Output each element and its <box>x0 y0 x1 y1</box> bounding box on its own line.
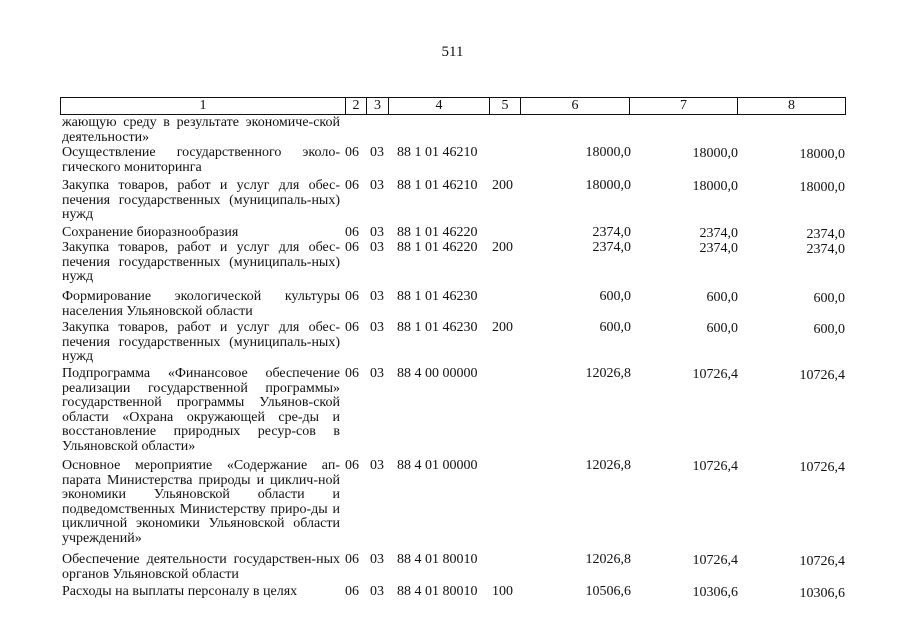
row-value-7: 10726,4 <box>692 367 738 382</box>
row-name: Закупка товаров, работ и услуг для обес-печения государственных (муниципаль-ных) нужд <box>62 178 340 222</box>
row-value-6: 12026,8 <box>585 458 631 473</box>
row-subsection: 03 <box>370 178 384 193</box>
header-col-8: 8 <box>788 98 795 113</box>
row-section: 06 <box>345 366 359 381</box>
row-name: Закупка товаров, работ и услуг для обес-печения государственных (муниципаль-ных) нужд <box>62 240 340 284</box>
row-subsection: 03 <box>370 458 384 473</box>
row-value-6: 600,0 <box>599 320 631 335</box>
row-value-6: 12026,8 <box>585 552 631 567</box>
page-number: 511 <box>441 44 464 60</box>
row-code: 88 4 00 00000 <box>397 366 478 381</box>
row-value-8: 10726,4 <box>799 460 845 475</box>
row-name: Расходы на выплаты персоналу в целях <box>62 584 298 599</box>
row-value-6: 18000,0 <box>585 178 631 193</box>
row-value-6: 2374,0 <box>592 240 631 255</box>
row-value-8: 10306,6 <box>799 586 845 601</box>
row-value-6: 12026,8 <box>585 366 631 381</box>
row-value-7: 18000,0 <box>692 179 738 194</box>
row-value-7: 2374,0 <box>699 226 738 241</box>
row-name: Подпрограмма «Финансовое обеспечение реализации государственной программы» государственной программы Ульянов-ской области «Охрана окружающей сре-ды и восстановление природных ресур-сов в Ульяновской области» <box>62 366 340 454</box>
row-value-8: 2374,0 <box>806 227 845 242</box>
row-expense-type: 200 <box>492 320 513 335</box>
row-subsection: 03 <box>370 289 384 304</box>
row-code: 88 1 01 46230 <box>397 289 478 304</box>
row-value-8: 18000,0 <box>799 147 845 162</box>
row-code: 88 4 01 80010 <box>397 584 478 599</box>
row-section: 06 <box>345 458 359 473</box>
row-section: 06 <box>345 178 359 193</box>
row-subsection: 03 <box>370 584 384 599</box>
row-value-8: 600,0 <box>813 291 845 306</box>
row-value-6: 18000,0 <box>585 145 631 160</box>
row-value-7: 600,0 <box>706 290 738 305</box>
row-value-6: 600,0 <box>599 289 631 304</box>
row-subsection: 03 <box>370 552 384 567</box>
row-code: 88 1 01 46230 <box>397 320 478 335</box>
row-section: 06 <box>345 584 359 599</box>
row-value-6: 10506,6 <box>585 584 631 599</box>
row-code: 88 1 01 46220 <box>397 225 478 240</box>
row-value-7: 10306,6 <box>692 585 738 600</box>
row-expense-type: 200 <box>492 178 513 193</box>
row-value-8: 10726,4 <box>799 554 845 569</box>
row-name: Основное мероприятие «Содержание ап-парата Министерства природы и циклич-ной экономики Ульяновской области и подведомственных Министерству приро-ды и цикличной экономики Ульяновской области учреждений» <box>62 458 340 546</box>
row-section: 06 <box>345 240 359 255</box>
row-value-8: 600,0 <box>813 322 845 337</box>
row-section: 06 <box>345 289 359 304</box>
row-section: 06 <box>345 225 359 240</box>
row-value-8: 2374,0 <box>806 242 845 257</box>
row-code: 88 1 01 46210 <box>397 178 478 193</box>
row-value-7: 10726,4 <box>692 553 738 568</box>
header-col-1: 1 <box>199 98 207 113</box>
row-subsection: 03 <box>370 366 384 381</box>
table-header-row <box>60 97 846 115</box>
row-name: Формирование экологической культуры населения Ульяновской области <box>62 289 340 319</box>
row-subsection: 03 <box>370 225 384 240</box>
row-code: 88 1 01 46220 <box>397 240 478 255</box>
row-value-7: 18000,0 <box>692 146 738 161</box>
row-value-7: 600,0 <box>706 321 738 336</box>
row-code: 88 4 01 80010 <box>397 552 478 567</box>
row-name: Обеспечение деятельности государствен-ных органов Ульяновской области <box>62 552 340 582</box>
header-col-5: 5 <box>501 98 509 113</box>
row-value-6: 2374,0 <box>592 225 631 240</box>
header-col-6: 6 <box>571 98 579 113</box>
row-section: 06 <box>345 320 359 335</box>
row-value-8: 18000,0 <box>799 180 845 195</box>
row-value-7: 10726,4 <box>692 459 738 474</box>
row-code: 88 4 01 00000 <box>397 458 478 473</box>
row-value-8: 10726,4 <box>799 368 845 383</box>
row-subsection: 03 <box>370 145 384 160</box>
row-subsection: 03 <box>370 240 384 255</box>
row-name: Сохранение биоразнообразия <box>62 225 239 240</box>
header-col-3: 3 <box>374 98 381 113</box>
row-expense-type: 100 <box>492 584 513 599</box>
header-col-2: 2 <box>352 98 360 113</box>
row-section: 06 <box>345 552 359 567</box>
row-section: 06 <box>345 145 359 160</box>
row-name: Осуществление государственного эколо-гического мониторинга <box>62 145 340 175</box>
row-subsection: 03 <box>370 320 384 335</box>
header-col-4: 4 <box>435 98 443 113</box>
row-value-7: 2374,0 <box>699 241 738 256</box>
row-name: жающую среду в результате экономиче-ской деятельности» <box>62 115 340 145</box>
row-code: 88 1 01 46210 <box>397 145 478 160</box>
header-col-7: 7 <box>680 98 687 113</box>
row-name: Закупка товаров, работ и услуг для обес-печения государственных (муниципаль-ных) нужд <box>62 320 340 364</box>
row-expense-type: 200 <box>492 240 513 255</box>
